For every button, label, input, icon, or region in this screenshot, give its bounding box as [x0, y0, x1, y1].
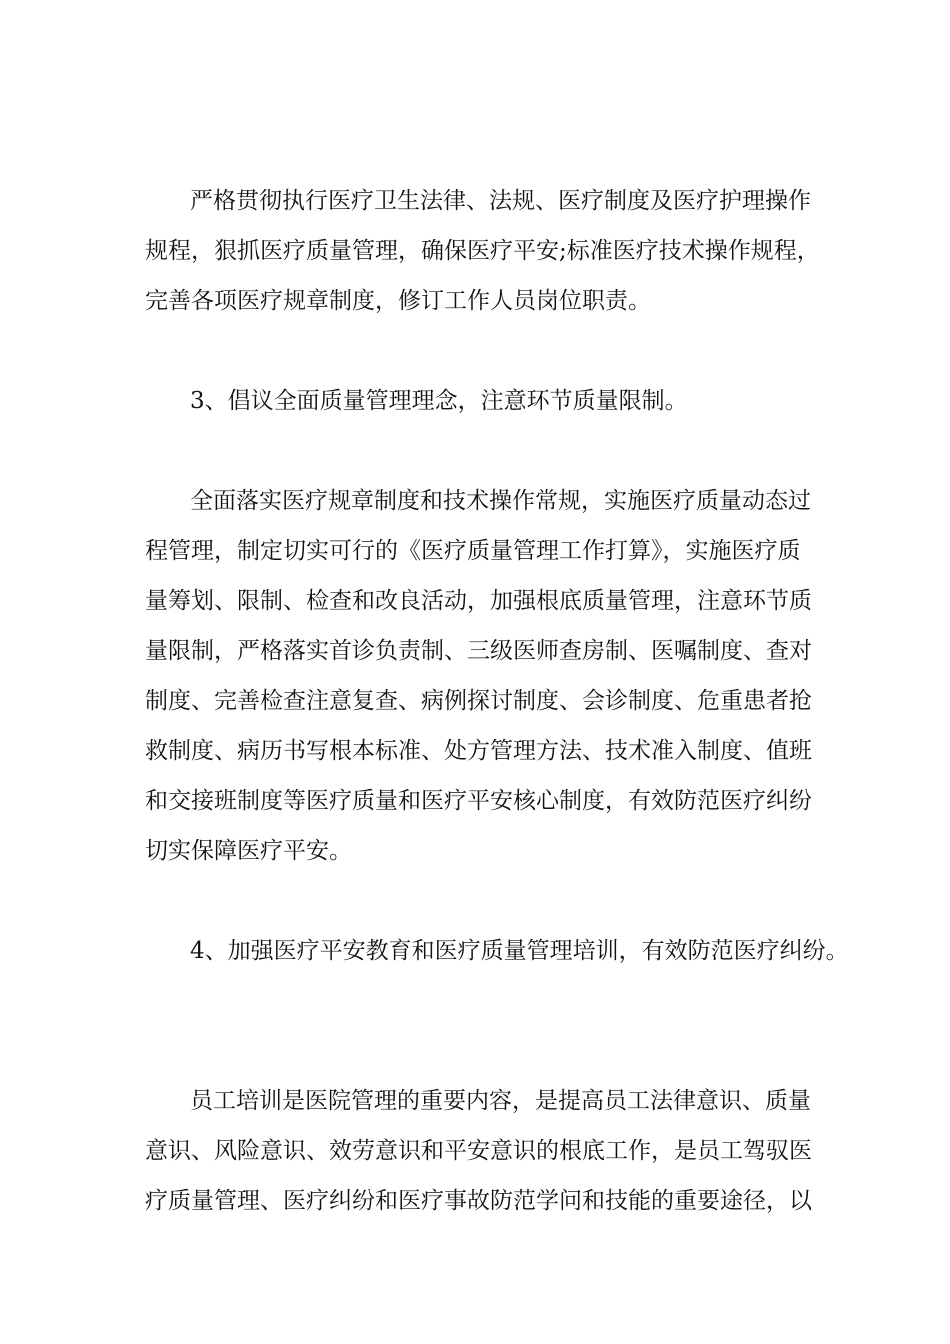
paragraph-3-line-8: 切实保障医疗平安。	[145, 838, 352, 864]
paragraph-3-line-7: 和交接班制度等医疗质量和医疗平安核心制度，有效防范医疗纠纷	[145, 788, 812, 814]
paragraph-3-line-3: 量筹划、限制、检查和改良活动，加强根底质量管理，注意环节质	[145, 588, 812, 614]
paragraph-3-line-5: 制度、完善检查注意复查、病例探讨制度、会诊制度、危重患者抢	[145, 688, 812, 714]
paragraph-3-line-1: 全面落实医疗规章制度和技术操作常规，实施医疗质量动态过	[190, 488, 811, 514]
paragraph-1-line-1: 严格贯彻执行医疗卫生法律、法规、医疗制度及医疗护理操作	[190, 188, 811, 214]
paragraph-1-line-3: 完善各项医疗规章制度，修订工作人员岗位职责。	[145, 288, 651, 314]
paragraph-5-line-1: 员工培训是医院管理的重要内容，是提高员工法律意识、质量	[190, 1088, 811, 1114]
section-heading-4: 4、加强医疗平安教育和医疗质量管理培训，有效防范医疗纠纷。	[190, 938, 849, 964]
paragraph-3-line-6: 救制度、病历书写根本标准、处方管理方法、技术准入制度、值班	[145, 738, 812, 764]
paragraph-5-line-2: 意识、风险意识、效劳意识和平安意识的根底工作，是员工驾驭医	[145, 1138, 812, 1164]
paragraph-5-line-3: 疗质量管理、医疗纠纷和医疗事故防范学问和技能的重要途径，以	[145, 1188, 812, 1214]
paragraph-3-line-2: 程管理，制定切实可行的《医疗质量管理工作打算》，实施医疗质	[145, 538, 801, 564]
paragraph-1-line-2: 规程，狠抓医疗质量管理，确保医疗平安;标准医疗技术操作规程，	[145, 238, 820, 264]
section-heading-3: 3、倡议全面质量管理理念，注意环节质量限制。	[190, 388, 688, 414]
paragraph-3-line-4: 量限制，严格落实首诊负责制、三级医师查房制、医嘱制度、查对	[145, 638, 812, 664]
